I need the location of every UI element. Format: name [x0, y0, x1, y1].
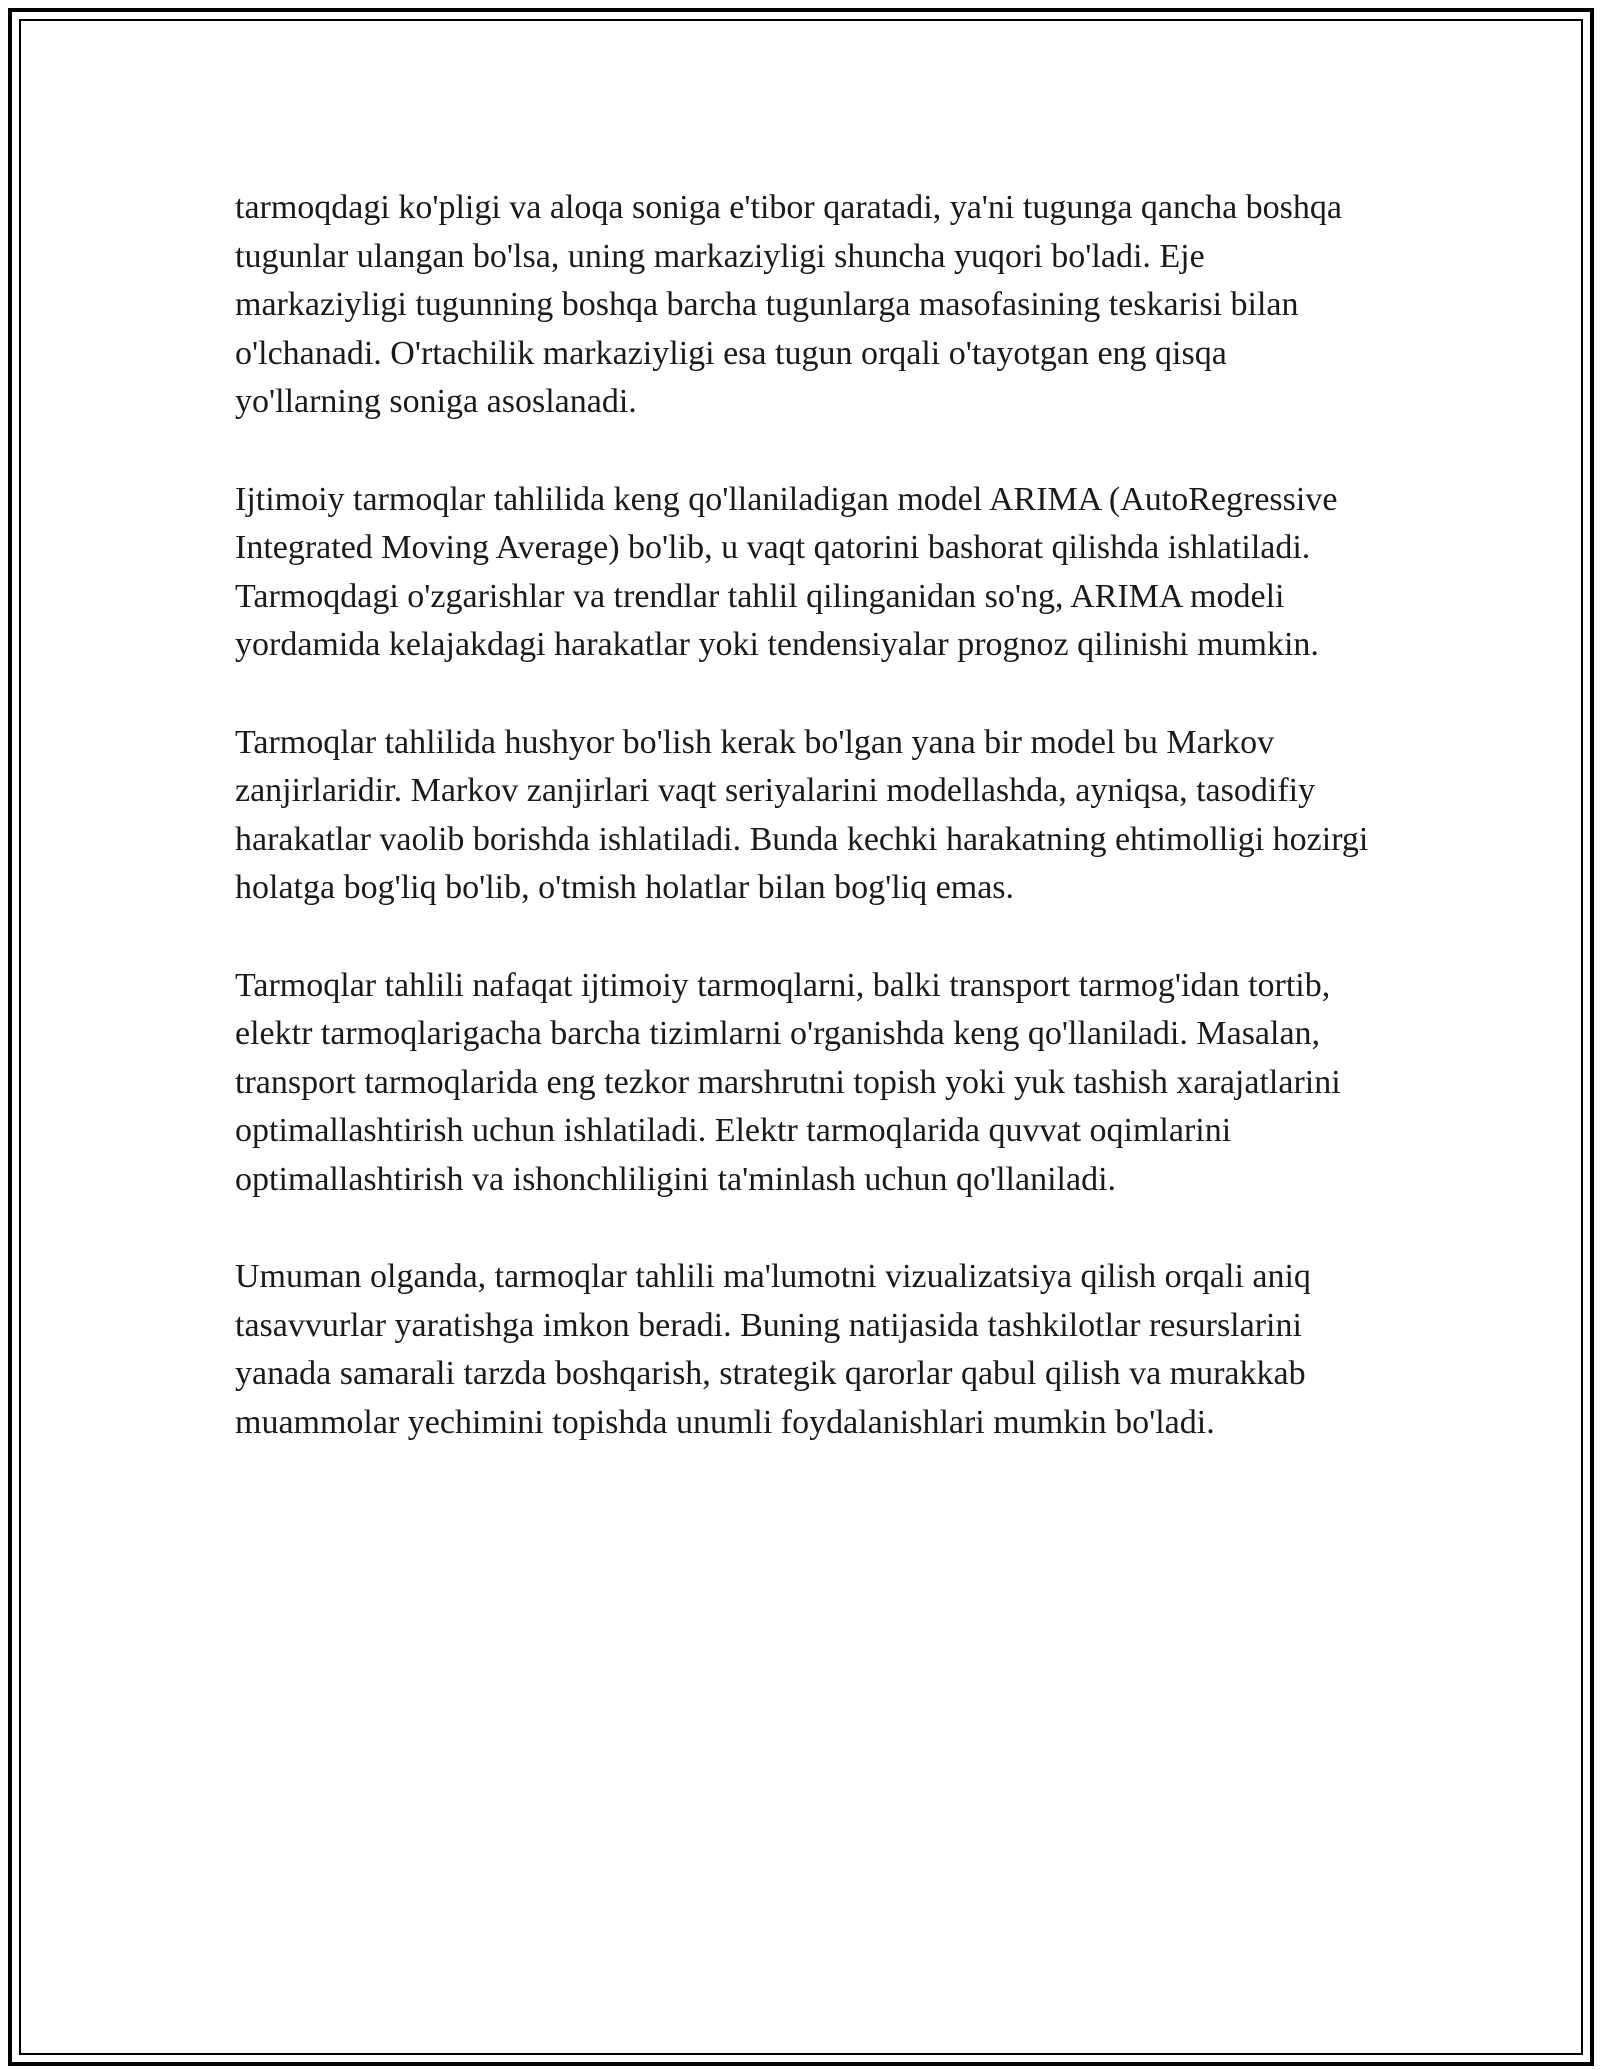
paragraph-applications: Tarmoqlar tahlili nafaqat ijtimoiy tarmoqlarni, balki transport tarmog'idan tortib, elektr tarmoqlarigacha barcha tizimlarni o'rganishda keng qo'llaniladi. Masalan, transport tarmoqlarida eng tezkor marshrutni topish yoki yuk tashish xarajatlarini optimallashtirish uchun ishlatiladi. Elektr tarmoqlarida quvvat oqimlarini optimallashtirish va ishonchliligini ta'minlash uchun qo'llaniladi. — [235, 966, 1341, 1198]
paragraph-arima: Ijtimoiy tarmoqlar tahlilida keng qo'llaniladigan model ARIMA (AutoRegressive Integrated Moving Average) bo'lib, u vaqt qatorini bashorat qilishda ishlatiladi. Tarmoqdagi o'zgarishlar va trendlar tahlil qilinganidan so'ng, ARIMA modeli yordamida kelajakdagi harakatlar yoki tendensiyalar prognoz qilinishi mumkin. — [235, 480, 1338, 663]
paragraph-markov: Tarmoqlar tahlilida hushyor bo'lish kerak bo'lgan yana bir model bu Markov zanjirlaridir. Markov zanjirlari vaqt seriyalarini modellashda, ayniqsa, tasodifiy harakatlar vaolib borishda ishlatiladi. Bunda kechki harakatning ehtimolligi hozirgi holatga bog'liq bo'lib, o'tmish holatlar bilan bog'liq emas. — [235, 723, 1369, 906]
paragraph-centrality: tarmoqdagi ko'pligi va aloqa soniga e'tibor qaratadi, ya'ni tugunga qancha boshqa tugunlar ulangan bo'lsa, uning markaziyligi shuncha yuqori bo'ladi. Eje markaziyligi tugunning boshqa barcha tugunlarga masofasining teskarisi bilan o'lchanadi. O'rtachilik markaziyligi esa tugun orqali o'tayotgan eng qisqa yo'llarning soniga asoslanadi. — [235, 189, 1343, 420]
document-body — [235, 184, 1375, 1496]
paragraph-conclusion: Umuman olganda, tarmoqlar tahlili ma'lumotni vizualizatsiya qilish orqali aniq tasavvurlar yaratishga imkon beradi. Buning natijasida tashkilotlar resurslarini yanada samarali tarzda boshqarish, strategik qarorlar qabul qilish va murakkab muammolar yechimini topishda unumli foydalanishlari mumkin bo'ladi. — [235, 1258, 1311, 1441]
